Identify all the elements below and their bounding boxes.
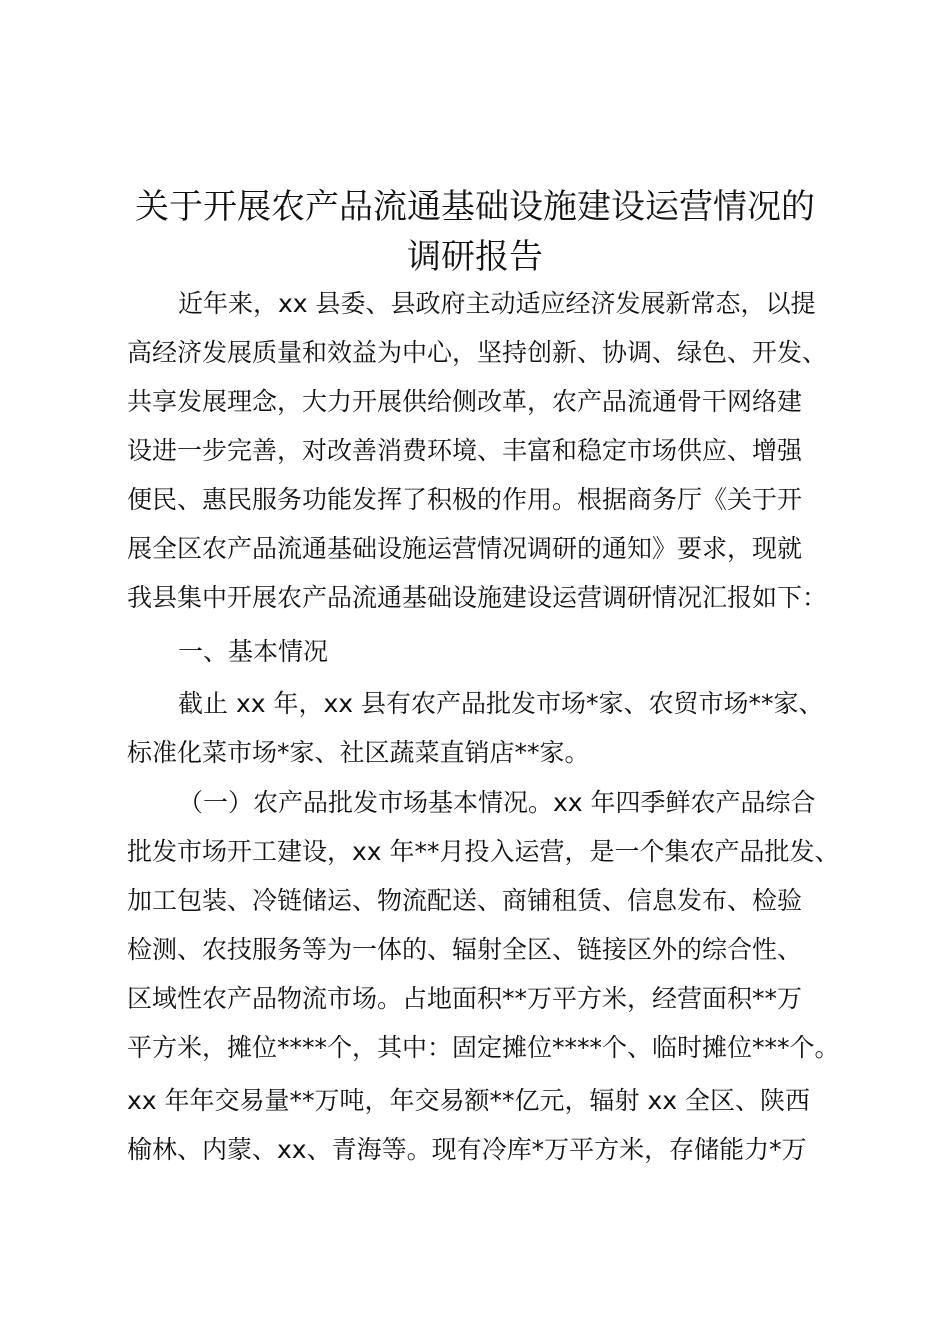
section-heading: 一、基本情况	[178, 637, 329, 666]
paragraph-line: 近年来，xx 县委、县政府主动适应经济发展新常态，以提	[178, 289, 816, 318]
paragraph-line: 设进一步完善，对改善消费环境、丰富和稳定市场供应、增强	[127, 436, 803, 465]
paragraph-line: 榆林、内蒙、xx、青海等。现有冷库*万平方米，存储能力*万	[127, 1135, 807, 1164]
paragraph-line: 加工包装、冷链储运、物流配送、商铺租赁、信息发布、检验	[127, 886, 803, 915]
document-title-line-1: 关于开展农产品流通基础设施建设运营情况的	[135, 187, 815, 227]
paragraph-line: 区域性农产品物流市场。占地面积**万平方米，经营面积**万	[127, 984, 803, 1013]
subsection-heading-line: （一）农产品批发市场基本情况。xx 年四季鲜农产品综合	[178, 788, 816, 817]
paragraph-line: 平方米，摊位****个，其中：固定摊位****个、临时摊位***个。	[127, 1033, 840, 1062]
paragraph-line: 检测、农技服务等为一体的、辐射全区、链接区外的综合性、	[127, 935, 803, 964]
paragraph-line: 截止 xx 年，xx 县有农产品批发市场*家、农贸市场**家、	[178, 689, 824, 718]
paragraph-line: 批发市场开工建设，xx 年**月投入运营，是一个集农产品批发、	[127, 837, 840, 866]
paragraph-line: 共享发展理念，大力开展供给侧改革，农产品流通骨干网络建	[127, 387, 803, 416]
paragraph-line: 我县集中开展农产品流通基础设施建设运营调研情况汇报如下：	[127, 583, 828, 612]
paragraph-line: xx 年年交易量**万吨，年交易额**亿元，辐射 xx 全区、陕西	[127, 1086, 811, 1115]
document-title-line-2: 调研报告	[407, 237, 543, 277]
paragraph-line: 标准化菜市场*家、社区蔬菜直销店**家。	[127, 738, 590, 767]
paragraph-line: 高经济发展质量和效益为中心，坚持创新、协调、绿色、开发、	[127, 338, 828, 367]
paragraph-line: 便民、惠民服务功能发挥了积极的作用。根据商务厅《关于开	[127, 485, 803, 514]
paragraph-line: 展全区农产品流通基础设施运营情况调研的通知》要求，现就	[127, 534, 803, 563]
